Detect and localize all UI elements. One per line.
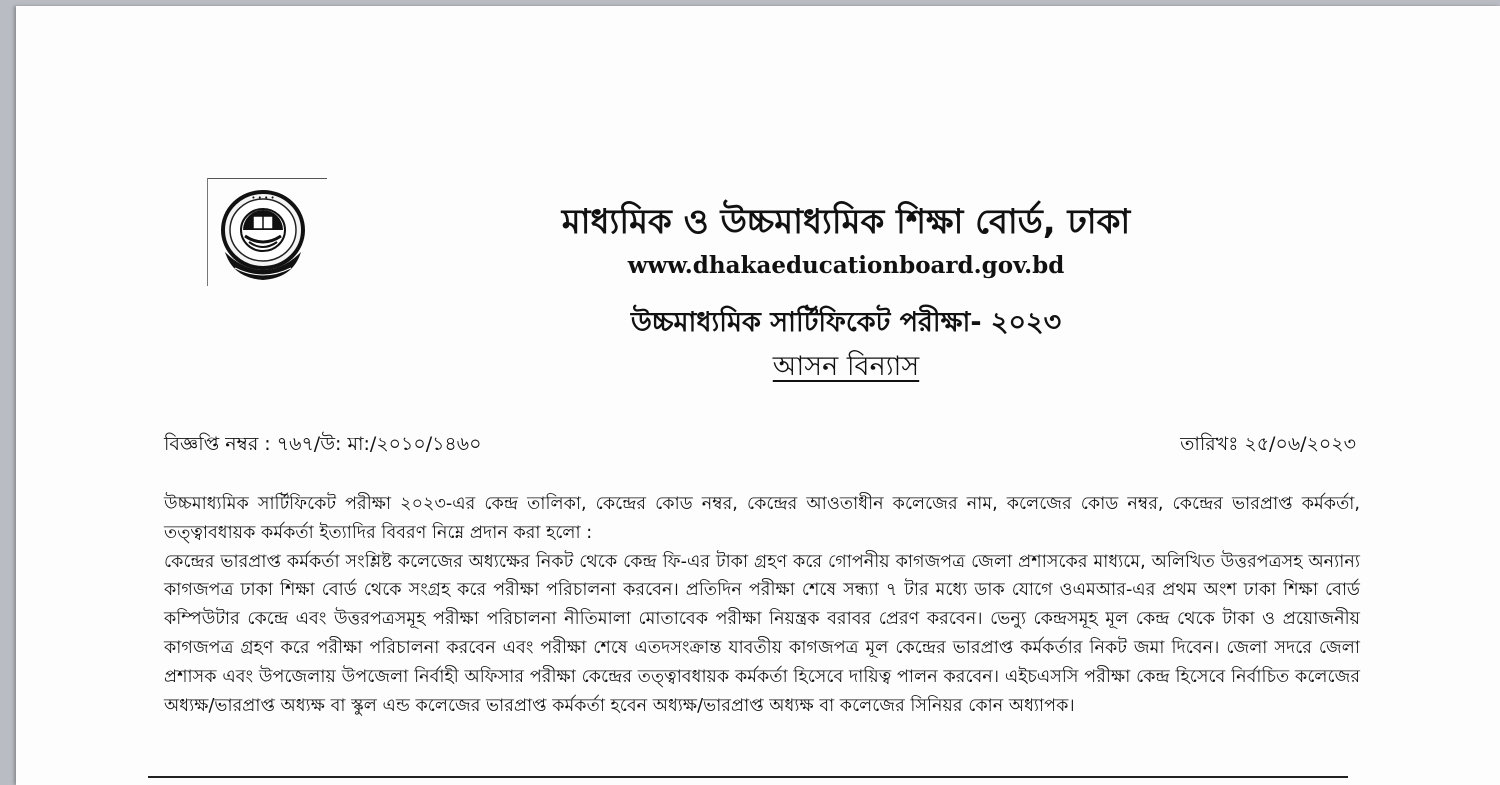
logo-frame-left [207, 178, 208, 286]
website-url: www.dhakaeducationboard.gov.bd [627, 252, 1065, 279]
document-page [16, 6, 1500, 785]
notice-body [164, 490, 1360, 720]
bottom-divider [148, 776, 1348, 778]
seat-plan-title [346, 346, 1346, 391]
notice-paragraph-2: কেন্দ্রের ভারপ্রাপ্ত কর্মকর্তা সংশ্লিষ্ট কলেজের অধ্যক্ষের নিকট থেকে কেন্দ্র ফি-এর টাকা গ্রহণ করে গোপনীয় কাগজপত্র জেলা প্রশাসকের মাধ্যমে, অলিখিত উত্তরপত্রসহ অন্যান্য কাগজপত্র ঢাকা শিক্ষা বোর্ড থেকে সংগ্রহ করে পরীক্ষা পরিচালনা করবেন। প্রতিদিন পরীক্ষা শেষে সন্ধ্যা ৭ টার মধ্যে ডাক যোগে ওএমআর-এর প্রথম অংশ ঢাকা শিক্ষা বোর্ড কম্পিউটার কেন্দ্রে এবং উত্তরপত্রসমূহ পরীক্ষা পরিচালনা নীতিমালা মোতাবেক পরীক্ষা নিয়ন্ত্রক বরাবর প্রেরণ করবেন। ভেন্যু কেন্দ্রসমূহ মূল কেন্দ্র থেকে টাকা ও প্রয়োজনীয় কাগজপত্র গ্রহণ করে পরীক্ষা পরিচালনা করবেন এবং পরীক্ষা শেষে এতদসংক্রান্ত যাবতীয় কাগজপত্র মূল কেন্দ্রের ভারপ্রাপ্ত কর্মকর্তার নিকট জমা দিবেন। জেলা সদরে জেলা প্রশাসক এবং উপজেলায় উপজেলা নির্বাহী অফিসার পরীক্ষা কেন্দ্রের তত্ত্বাবধায়ক কর্মকর্তা হিসেবে দায়িত্ব পালন করবেন। এইচএসসি পরীক্ষা কেন্দ্র হিসেবে নির্বাচিত কলেজের অধ্যক্ষ/ভারপ্রাপ্ত অধ্যক্ষ বা স্কুল এন্ড কলেজের ভারপ্রাপ্ত কর্মকর্তা হবেন অধ্যক্ষ/ভারপ্রাপ্ত অধ্যক্ষ বা কলেজের সিনিয়র কোন অধ্যাপক। [164, 551, 1360, 716]
svg-text:• • • •: • • • • [251, 194, 275, 202]
logo-frame-top [207, 178, 327, 179]
seat-plan-title-text: আসন বিন্যাস [772, 351, 920, 382]
notice-date: তারিখঃ ২৫/০৬/২০২৩ [1180, 433, 1356, 455]
board-seal-icon [213, 186, 321, 286]
board-logo [207, 178, 327, 286]
notice-paragraph-1: উচ্চমাধ্যমিক সার্টিফিকেট পরীক্ষা ২০২৩-এর কেন্দ্র তালিকা, কেন্দ্রের কোড নম্বর, কেন্দ্রের আওতাধীন কলেজের নাম, কলেজের কোড নম্বর, কেন্দ্রের ভারপ্রাপ্ত কর্মকর্তা, তত্ত্বাবধায়ক কর্মকর্তা ইত্যাদির বিবরণ নিম্নে প্রদান করা হলো : [164, 494, 1360, 543]
board-name-heading: মাধ্যমিক ও উচ্চমাধ্যমিক শিক্ষা বোর্ড, ঢাকা [561, 202, 1131, 242]
notice-number: বিজ্ঞপ্তি নম্বর : ৭৬৭/উ: মা:/২০১০/১৪৬০ [164, 433, 482, 455]
exam-title: উচ্চমাধ্যমিক সার্টিফিকেট পরীক্ষা- ২০২৩ [630, 307, 1062, 338]
